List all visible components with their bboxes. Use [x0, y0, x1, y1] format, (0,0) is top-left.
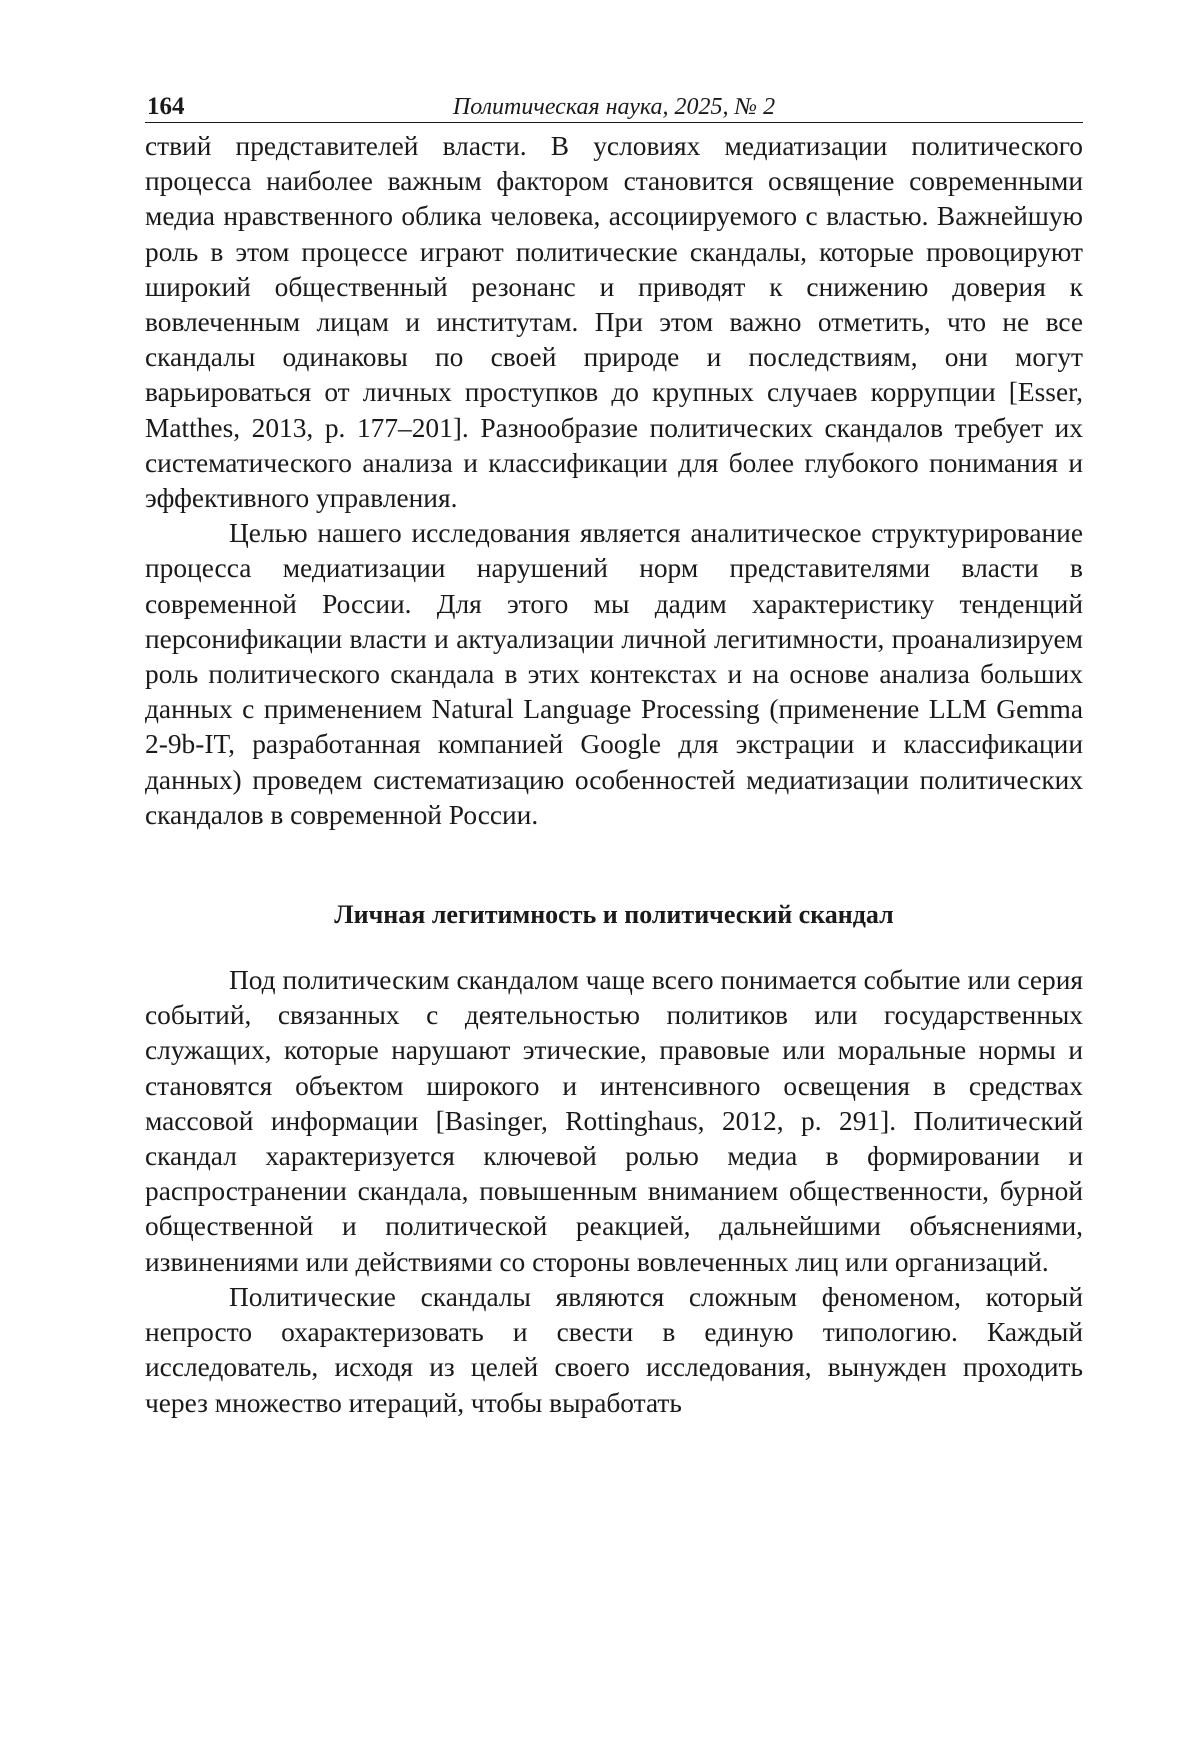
journal-title: Политическая наука, 2025, № 2 [452, 94, 776, 120]
paragraph-continued: ствий представителей власти. В условиях медиатизации политического процесса наиболее важным фактором становится освящение современными медиа нравственного облика человека, ассоциируемого с властью. Важнейшую роль в этом процессе играют политические скандалы, которые провоцируют широкий общественный резонанс и приводят к снижению доверия к вовлеченным лицам и институтам. При этом важно отметить, что не все скандалы одинаковы по своей природе и последствиям, они могут варьироваться от личных проступков до крупных случаев коррупции [Esser, Matthes, 2013, p. 177–201]. Разнообразие политических скандалов требует их систематического анализа и классификации для более глубокого понимания и эффективного управления. [145, 131, 1083, 514]
article-body [145, 129, 1083, 1421]
section-heading: Личная легитимность и политический скандал [334, 900, 894, 930]
page-number: 164 [147, 93, 185, 120]
paragraph-research-goal: Целью нашего исследования является аналитическое структурирование процесса медиатизации нарушений норм представителями власти в современной России. Для этого мы дадим характеристику тенденций персонификации власти и актуализации личной легитимности, проанализируем роль политического скандала в этих контекстах и на основе анализа больших данных с применением Natural Language Processing (применение LLM Gemma 2-9b-IT, разработанная компанией Google для экстрации и классификации данных) проведем систематизацию особенностей медиатизации политических скандалов в современной России. [145, 518, 1083, 830]
running-header [145, 92, 1083, 123]
paragraph-scandal-typology: Политические скандалы являются сложным феноменом, который непросто охарактеризовать и свести в единую типологию. Каждый исследователь, исходя из целей своего исследования, вынужден проходить через множество итераций, чтобы выработать [145, 1281, 1083, 1418]
journal-page [145, 92, 1083, 1421]
paragraph-scandal-definition: Под политическим скандалом чаще всего понимается событие или серия событий, связанных с деятельностью политиков или государственных служащих, которые нарушают этические, правовые или моральные нормы и становятся объектом широкого и интенсивного освещения в средствах массовой информации [Basinger, Rottinghaus, 2012, p. 291]. Политический скандал характеризуется ключевой ролью медиа в формировании и распространении скандала, повышенным вниманием общественности, бурной общественной и политической реакцией, дальнейшими объяснениями, извинениями или действиями со стороны вовлеченных лиц или организаций. [145, 965, 1083, 1277]
